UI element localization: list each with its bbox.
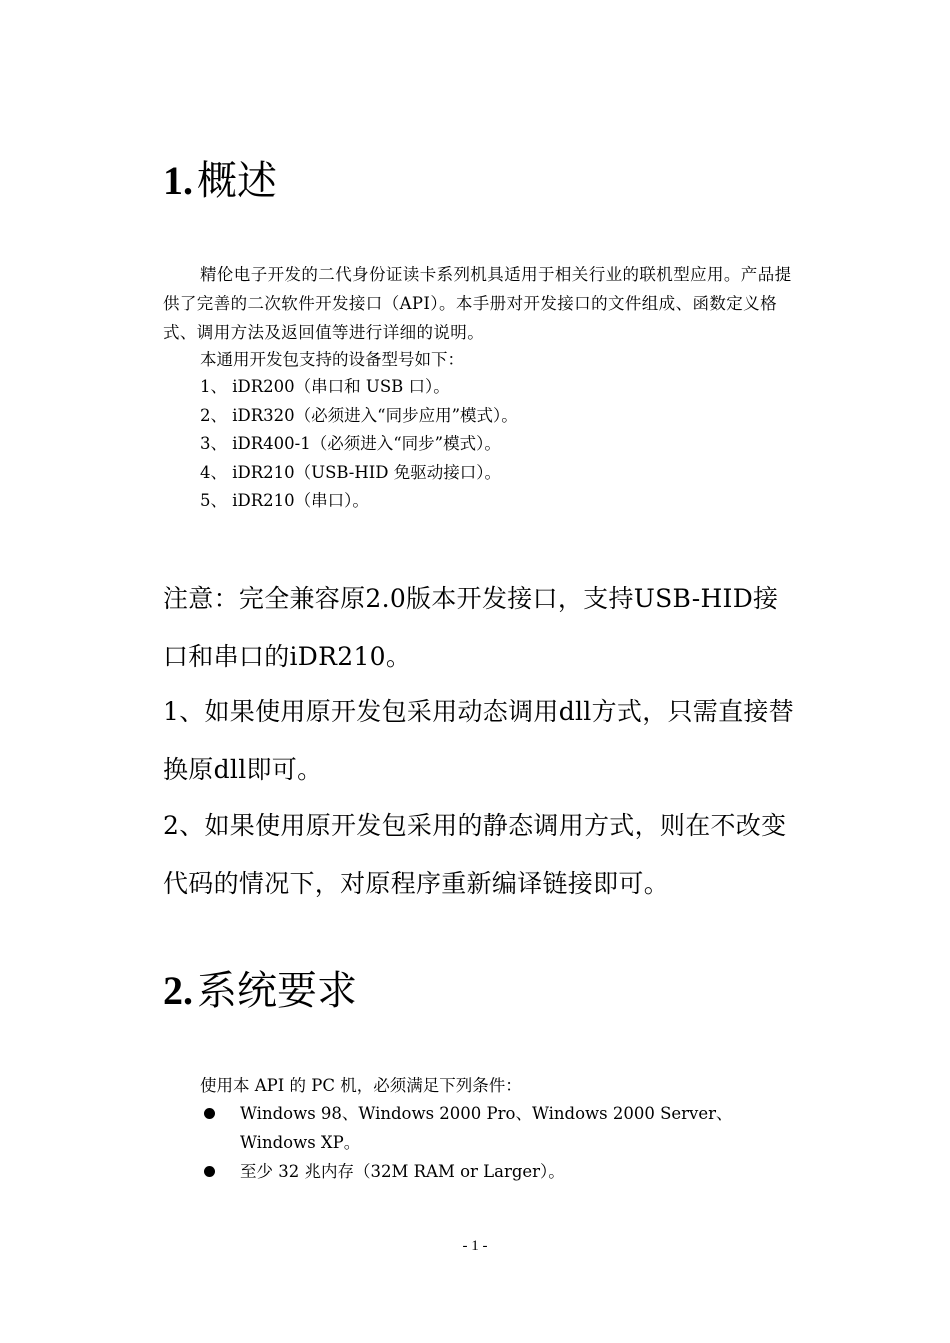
requirement-text: 至少 32 兆内存（32M RAM or Larger）。	[240, 1162, 565, 1181]
requirement-item	[202, 1099, 762, 1157]
device-model-item: 2、 iDR320（必须进入“同步应用”模式）。	[200, 405, 518, 425]
requirement-text: Windows 98、Windows 2000 Pro、Windows 2000 Server、Windows XP。	[240, 1104, 733, 1152]
section-2-heading	[163, 967, 357, 1015]
dynamic-dll-note: 1、如果使用原开发包采用动态调用dll方式，只需直接替换原dll即可。	[163, 697, 795, 784]
section-1-heading	[163, 157, 277, 205]
compatibility-note: 注意：完全兼容原2.0版本开发接口，支持USB-HID接口和串口的iDR210。	[163, 584, 779, 671]
device-model-item: 1、 iDR200（串口和 USB 口）。	[200, 377, 450, 396]
models-intro: 本通用开发包支持的设备型号如下：	[200, 350, 464, 369]
device-model-item: 5、 iDR210（串口）。	[200, 491, 369, 511]
section-2-title: 系统要求	[197, 968, 357, 1014]
bullet-icon	[204, 1166, 215, 1177]
requirements-list	[202, 1099, 762, 1186]
device-model-item: 4、 iDR210（USB-HID 免驱动接口）。	[200, 462, 502, 482]
page-number: - 1 -	[462, 1238, 488, 1254]
section-1-number: 1.	[163, 158, 193, 203]
section-2-number: 2.	[163, 968, 193, 1013]
bullet-icon	[204, 1108, 215, 1119]
requirement-item	[202, 1157, 762, 1186]
device-model-item: 3、 iDR400-1（必须进入“同步”模式）。	[200, 434, 501, 454]
section-1-title: 概述	[197, 158, 277, 204]
section-1-intro-paragraph: 精伦电子开发的二代身份证读卡系列机具适用于相关行业的联机型应用。产品提供了完善的二次软件开发接口（API）。本手册对开发接口的文件组成、函数定义格式、调用方法及返回值等进行详细的说明。	[163, 265, 792, 342]
device-model-list	[200, 373, 518, 516]
requirements-intro: 使用本 API 的 PC 机，必须满足下列条件：	[200, 1076, 522, 1095]
static-link-note: 2、如果使用原开发包采用的静态调用方式，则在不改变代码的情况下，对原程序重新编译链接即可。	[163, 811, 787, 898]
